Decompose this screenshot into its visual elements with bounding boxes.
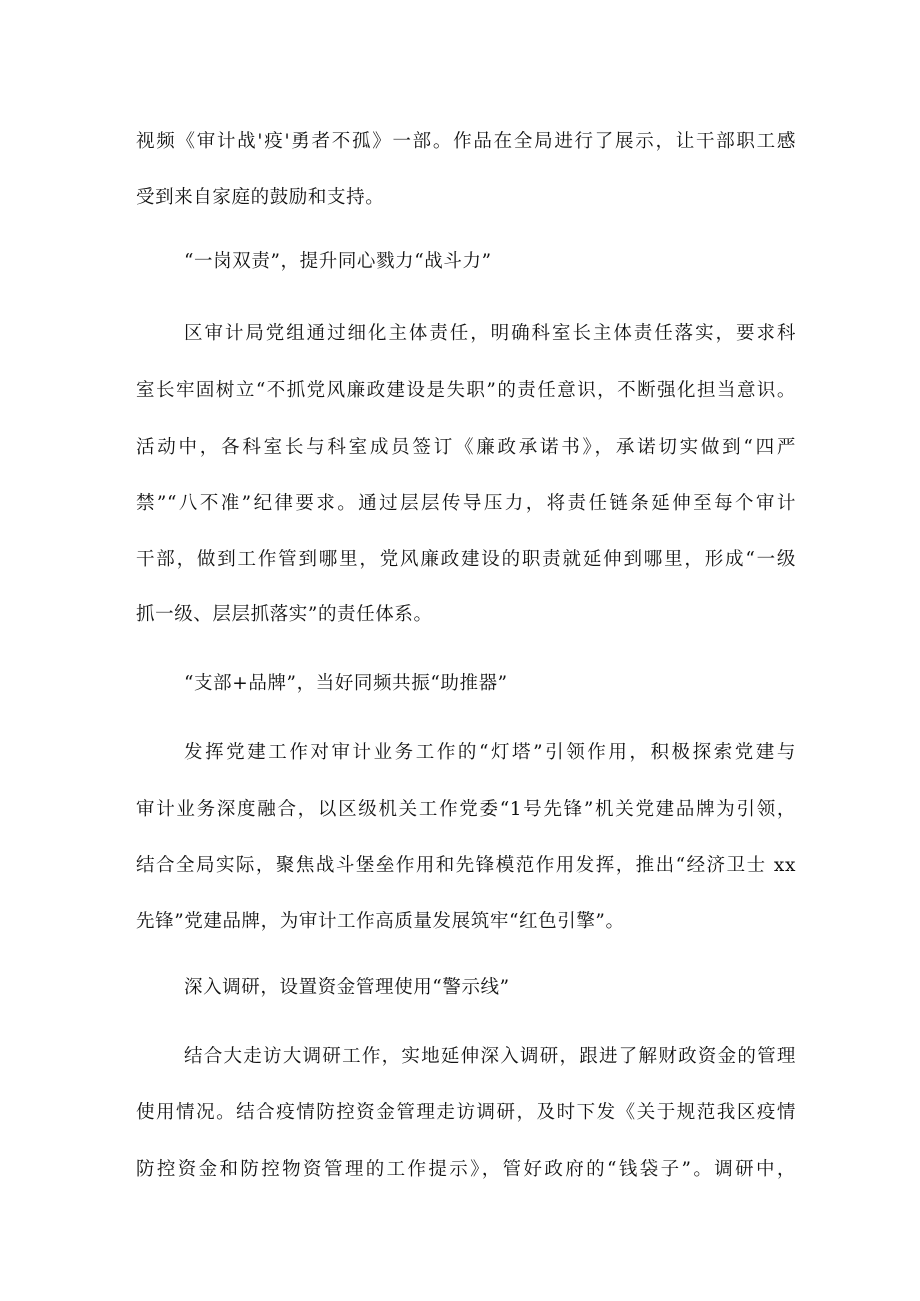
paragraph-line: 结合全局实际，聚焦战斗堡垒作用和先锋模范作用发挥，推出“经济卫士 xx (136, 855, 796, 876)
paragraph-line: 抓一级、层层抓落实”的责任体系。 (136, 604, 433, 625)
paragraph-line: 发挥党建工作对审计业务工作的“灯塔”引领作用，积极探索党建与 (184, 742, 796, 763)
section-heading: “一岗双责”，提升同心戮力“战斗力” (184, 251, 492, 272)
section-heading: 深入调研，设置资金管理使用“警示线” (184, 977, 510, 998)
paragraph-line: 先锋”党建品牌，为审计工作高质量发展筑牢“红色引擎”。 (136, 911, 625, 932)
paragraph-line: 室长牢固树立“不抓党风廉政建设是失职”的责任意识，不断强化担当意识。 (136, 380, 796, 401)
paragraph-line: 结合大走访大调研工作，实地延伸深入调研，跟进了解财政资金的管理 (184, 1046, 796, 1067)
paragraph-line: 禁”“八不准”纪律要求。通过层层传导压力，将责任链条延伸至每个审计 (136, 493, 796, 514)
paragraph-line: 受到来自家庭的鼓励和支持。 (136, 187, 385, 208)
paragraph-line: 防控资金和防控物资管理的工作提示》，管好政府的“钱袋子”。调研中， (136, 1159, 796, 1180)
paragraph-line: 视频《审计战'疫'勇者不孤》一部。作品在全局进行了展示，让干部职工感 (136, 131, 796, 152)
paragraph-line: 干部，做到工作管到哪里，党风廉政建设的职责就延伸到哪里，形成“一级 (136, 549, 796, 570)
section-heading: “支部+品牌”，当好同频共振“助推器” (184, 673, 508, 694)
paragraph-line: 活动中，各科室长与科室成员签订《廉政承诺书》，承诺切实做到“四严 (136, 437, 796, 458)
paragraph-line: 审计业务深度融合，以区级机关工作党委“1号先锋”机关党建品牌为引领， (136, 799, 796, 820)
paragraph-line: 区审计局党组通过细化主体责任，明确科室长主体责任落实，要求科 (184, 323, 796, 344)
paragraph-line: 使用情况。结合疫情防控资金管理走访调研，及时下发《关于规范我区疫情 (136, 1102, 796, 1123)
